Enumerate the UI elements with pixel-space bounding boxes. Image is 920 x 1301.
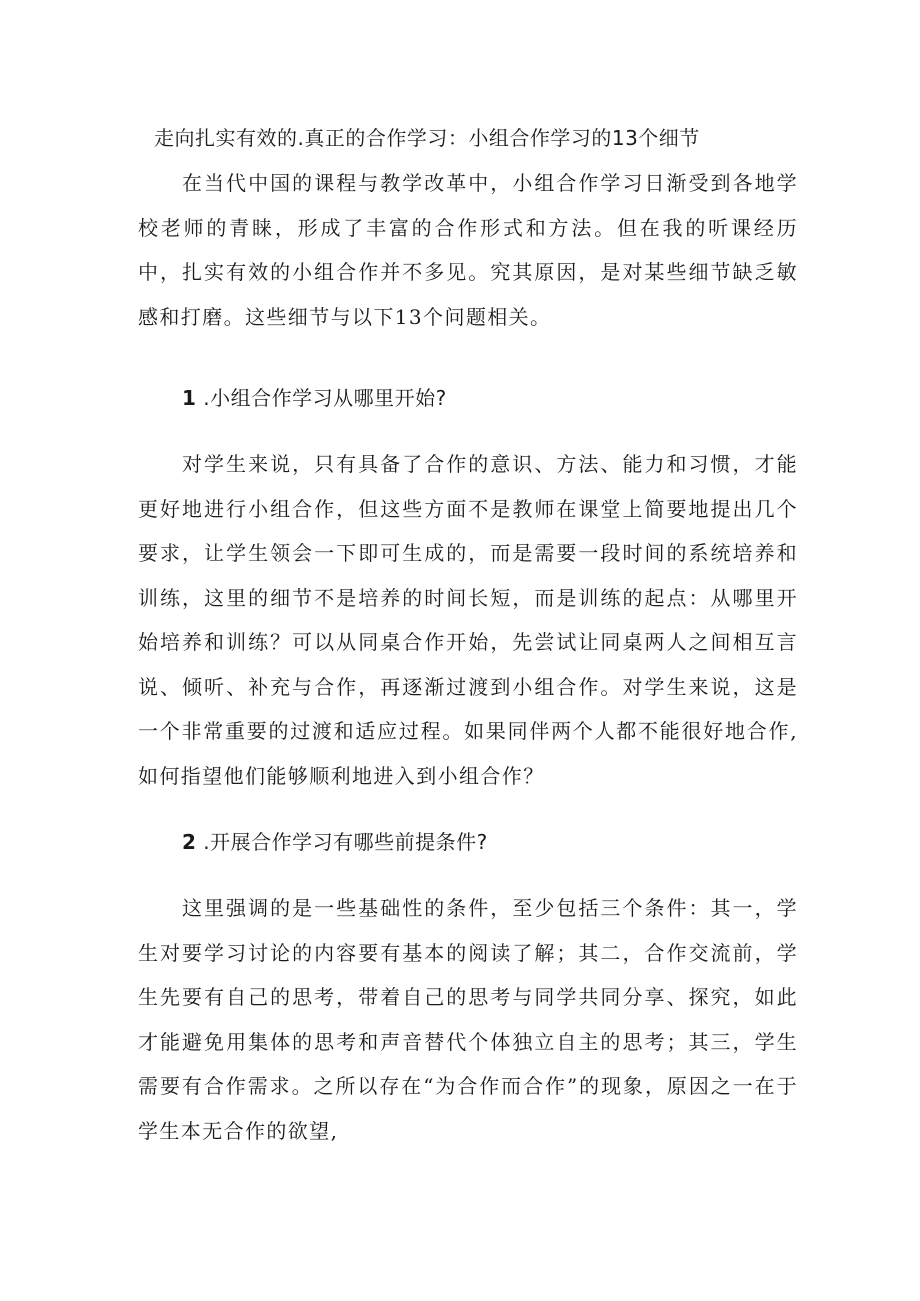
section-2-heading-text: .开展合作学习有哪些前提条件? [203, 830, 488, 854]
section-2-body: 这里强调的是一些基础性的条件，至少包括三个条件：其一，学生对要学习讨论的内容要有基本的阅读了解；其二，合作交流前，学生先要有自己的思考，带着自己的思考与同学共同分享、探究，如此才能避免用集体的思考和声音替代个体独立自主的思考；其三，学生需要有合作需求。之所以存在“为合作而合作”的现象，原因之一在于学生本无合作的欲望, [138, 896, 798, 1143]
section-1-heading-text: .小组合作学习从哪里开始? [203, 386, 447, 410]
document-page [138, 120, 798, 1153]
document-title: 走向扎实有效的.真正的合作学习：小组合作学习的13个细节 [154, 126, 700, 150]
section-2-heading [138, 824, 798, 860]
section-2-number: 2 [182, 830, 197, 854]
section-1-heading [138, 380, 798, 416]
intro-paragraph: 在当代中国的课程与教学改革中，小组合作学习日渐受到各地学校老师的青睐，形成了丰富的合作形式和方法。但在我的听课经历中，扎实有效的小组合作并不多见。究其原因，是对某些细节缺乏敏感和打磨。这些细节与以下13个问题相关。 [138, 171, 798, 329]
section-1-number: 1 [182, 386, 197, 410]
section-1-body: 对学生来说，只有具备了合作的意识、方法、能力和习惯，才能更好地进行小组合作，但这些方面不是教师在课堂上简要地提出几个要求，让学生领会一下即可生成的，而是需要一段时间的系统培养和训练，这里的细节不是培养的时间长短，而是训练的起点：从哪里开始培养和训练？可以从同桌合作开始，先尝试让同桌两人之间相互言说、倾听、补充与合作，再逐渐过渡到小组合作。对学生来说，这是一个非常重要的过渡和适应过程。如果同伴两个人都不能很好地合作,如何指望他们能够顺利地进入到小组合作？ [138, 452, 798, 788]
